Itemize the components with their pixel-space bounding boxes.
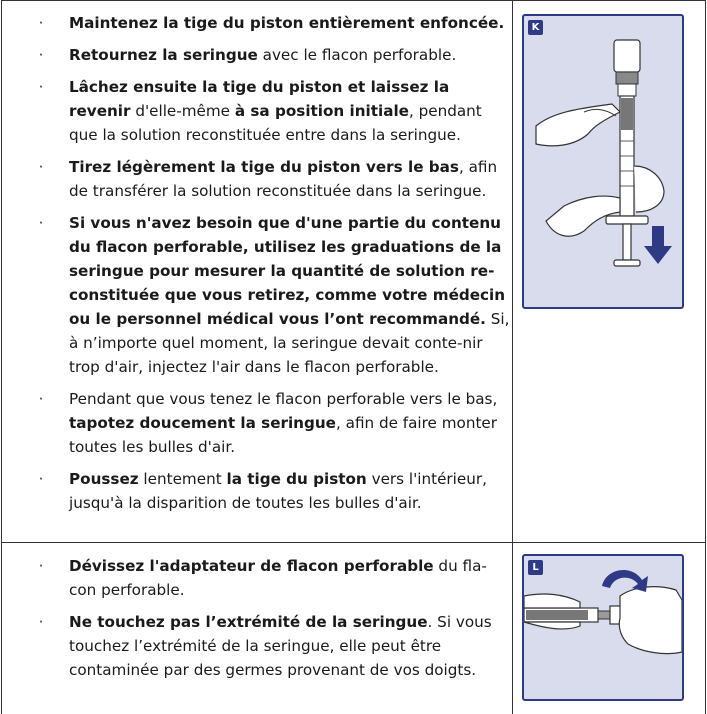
table-border-right — [705, 0, 706, 714]
instruction-text: lentement — [138, 470, 227, 488]
adapter-removal-illustration — [524, 556, 682, 699]
section-k-instructions — [36, 11, 511, 523]
bullet-dot: · — [38, 14, 44, 32]
figure-k-label: K — [528, 20, 543, 35]
instruction-item — [36, 554, 511, 602]
instruction-text: Si, à n’importe quel moment, la seringue devait conte-nir trop d'air, injectez l'air dans le flacon perforable. — [69, 310, 510, 376]
bullet-dot: · — [38, 613, 44, 631]
instruction-text: du fla-con perforable. — [69, 557, 487, 599]
instruction-item — [36, 43, 511, 67]
instruction-bold-text: la tige du piston — [226, 470, 367, 488]
bullet-dot: · — [38, 214, 44, 232]
instruction-item — [36, 467, 511, 515]
figure-k — [522, 14, 684, 309]
instruction-bold-text: Maintenez la tige du piston entièrement enfoncée. — [69, 14, 505, 32]
instruction-bold-text: Dévissez l'adaptateur de flacon perforable — [69, 557, 434, 575]
table-border-left — [1, 0, 2, 714]
instruction-item — [36, 211, 511, 379]
instruction-bold-text: Si vous n'avez besoin que d'une partie du contenu du flacon perforable, utilisez les graduations de la seringue pour mesurer la quantité de solution re-constituée que vous retirez, comme votre médecin ou le personnel médical vous l’ont recommandé. — [69, 214, 506, 328]
instruction-bold-text: Lâchez ensuite la tige du piston et laissez la revenir — [69, 78, 450, 120]
instruction-text: . Si vous touchez l’extrémité de la seringue, elle peut être contaminée par des germes provenant de vos doigts. — [69, 613, 492, 679]
instruction-bold-text: Poussez — [69, 470, 139, 488]
vial-shape — [614, 40, 640, 72]
instruction-text: , pendant que la solution reconstituée entre dans la seringue. — [69, 102, 482, 144]
instruction-item — [36, 387, 511, 459]
instruction-bold-text: Ne touchez pas l’extrémité de la seringue — [69, 613, 428, 631]
instruction-text: avec le flacon perforable. — [257, 46, 457, 64]
instruction-item — [36, 155, 511, 203]
instruction-bold-text: Retournez la seringue — [69, 46, 258, 64]
instruction-item — [36, 75, 511, 147]
table-row-divider — [1, 542, 706, 543]
instruction-text: , afin de faire monter toutes les bulles d'air. — [69, 414, 497, 456]
bullet-dot: · — [38, 158, 44, 176]
bullet-dot: · — [38, 470, 44, 488]
instruction-bold-text: Tirez légèrement la tige du piston vers le bas — [69, 158, 459, 176]
down-arrow-icon — [644, 226, 672, 264]
instruction-text: vers l'intérieur, jusqu'à la disparition de toutes les bulles d'air. — [69, 470, 487, 512]
bullet-dot: · — [38, 390, 44, 408]
figure-l-label: L — [528, 560, 543, 575]
instruction-item — [36, 11, 511, 35]
instruction-text: , afin de transférer la solution reconstituée dans la seringue. — [69, 158, 498, 200]
rotate-arrow-icon — [602, 570, 648, 592]
section-l-instructions — [36, 554, 511, 690]
figure-l — [522, 554, 684, 701]
bullet-dot: · — [38, 46, 44, 64]
instruction-text: Pendant que vous tenez le flacon perforable vers le bas, — [69, 390, 498, 408]
table-border-middle — [512, 0, 513, 714]
bullet-dot: · — [38, 78, 44, 96]
instruction-bold-text: tapotez doucement la seringue — [69, 414, 336, 432]
table-border-top — [1, 0, 706, 1]
instruction-text: d'elle-même — [130, 102, 235, 120]
plunger-rod — [623, 224, 631, 260]
instruction-bold-text: à sa position initiale — [234, 102, 409, 120]
syringe-vial-illustration — [524, 16, 682, 307]
bullet-dot: · — [38, 557, 44, 575]
instruction-item — [36, 610, 511, 682]
